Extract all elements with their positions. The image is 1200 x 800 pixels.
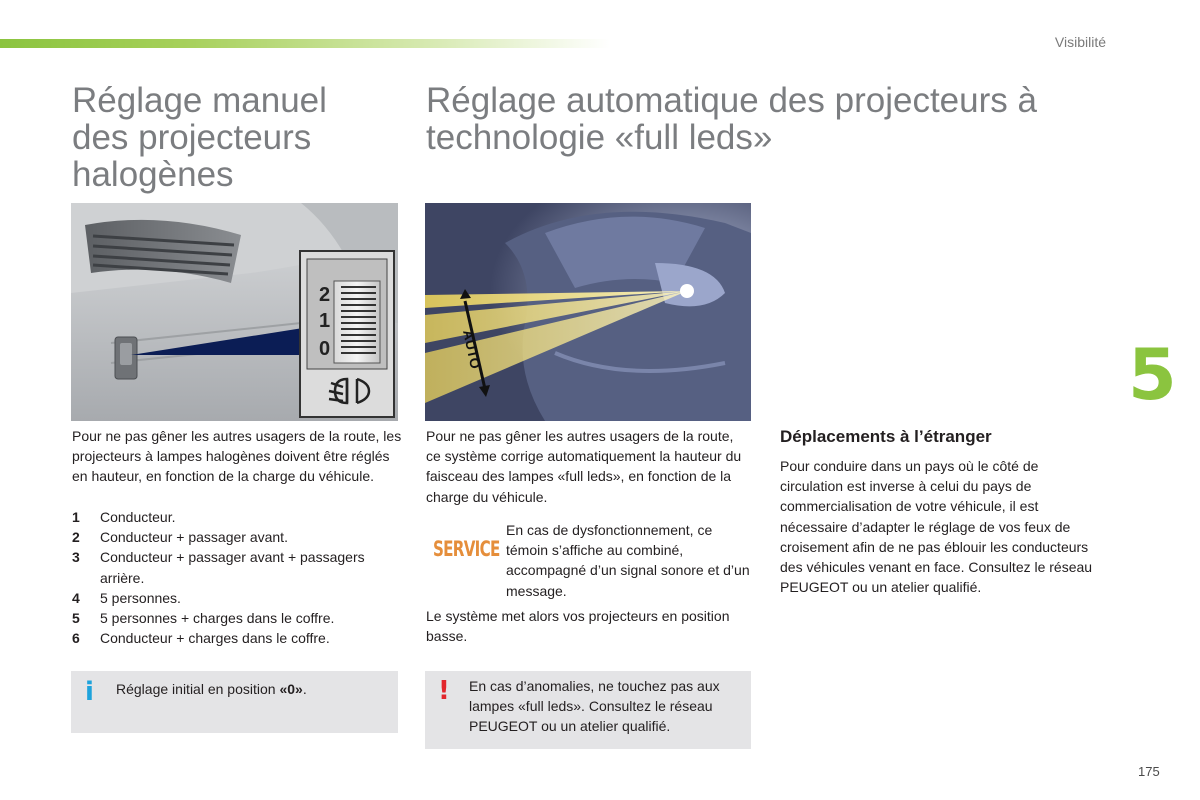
info-note-text-suffix: . xyxy=(302,681,307,697)
dial-label-0: 0 xyxy=(319,338,331,360)
info-note-text-bold: «0» xyxy=(279,681,303,697)
list-item xyxy=(72,507,402,527)
list-item xyxy=(72,588,402,608)
list-item-number: 6 xyxy=(72,630,80,647)
section-label: Visibilité xyxy=(1054,34,1106,50)
low-beam-paragraph: Le système met alors vos projecteurs en position basse. xyxy=(426,608,730,645)
left-section-title: Réglage manuel des projecteurs halogènes xyxy=(72,81,327,194)
service-warning-text: En cas de dysfonctionnement, ce témoin s’affiche au combiné, accompagné d’un signal sonore et d’un message. xyxy=(506,522,750,599)
warning-note xyxy=(425,671,751,749)
list-item xyxy=(72,527,402,547)
header-accent-bar xyxy=(0,39,610,48)
info-icon: i xyxy=(85,677,94,707)
full-led-intro-paragraph: Pour ne pas gêner les autres usagers de la route, ce système corrige automatiquement la hauteur du faisceau des lampes «full leds», en fonction de la charge du véhicule. xyxy=(426,428,742,505)
list-item xyxy=(72,628,402,648)
abroad-heading: Déplacements à l’étranger xyxy=(780,427,992,446)
headlamp-dial-photo xyxy=(71,203,398,421)
info-note-text-prefix: Réglage initial en position xyxy=(116,681,280,697)
service-warning-icon: SERVICE xyxy=(433,537,500,561)
list-item-text: 5 personnes. xyxy=(100,589,181,606)
abroad-paragraph: Pour conduire dans un pays où le côté de circulation est inverse à celui du pays de commercialisation de votre véhicule, il est nécessaire d’adapter le réglage de vos feux de croisement afin de ne pas éblouir les conducteurs des véhicules venant en face. Consultez le réseau PEUGEOT ou un atelier qualifié. xyxy=(780,458,1093,596)
auto-label: AUTO xyxy=(460,328,484,371)
load-position-list xyxy=(72,507,402,648)
list-item-text: 5 personnes + charges dans le coffre. xyxy=(100,610,335,627)
dashboard-illustration xyxy=(71,203,398,421)
warning-icon: ! xyxy=(438,676,450,706)
list-item-number: 2 xyxy=(72,529,80,546)
list-item xyxy=(72,547,402,587)
info-note xyxy=(71,671,398,733)
list-item xyxy=(72,608,402,628)
chapter-number: 5 xyxy=(1128,334,1177,416)
list-item-number: 4 xyxy=(72,589,80,606)
list-item-text: Conducteur + passager avant. xyxy=(100,529,288,546)
warning-note-text: En cas d’anomalies, ne touchez pas aux lampes «full leds». Consultez le réseau PEUGEOT ou un atelier qualifié. xyxy=(469,678,720,735)
list-item-number: 5 xyxy=(72,610,80,627)
dial-label-1: 1 xyxy=(319,310,331,332)
list-item-number: 3 xyxy=(72,549,80,566)
full-led-headlamp-photo xyxy=(425,203,751,421)
headlamp-illustration xyxy=(425,203,751,421)
list-item-number: 1 xyxy=(72,509,80,525)
dial-label-2: 2 xyxy=(319,284,331,306)
list-item-text: Conducteur. xyxy=(100,509,176,525)
right-section-title: Réglage automatique des projecteurs à technologie «full leds» xyxy=(426,81,1037,157)
page-number: 175 xyxy=(1138,764,1160,779)
info-note-text xyxy=(116,679,386,699)
list-item-text: Conducteur + charges dans le coffre. xyxy=(100,630,330,647)
halogen-intro-paragraph: Pour ne pas gêner les autres usagers de la route, les projecteurs à lampes halogènes doivent être réglés en hauteur, en fonction de la charge du véhicule. xyxy=(72,428,402,485)
list-item-text: Conducteur + passager avant + passagers arrière. xyxy=(100,549,365,586)
